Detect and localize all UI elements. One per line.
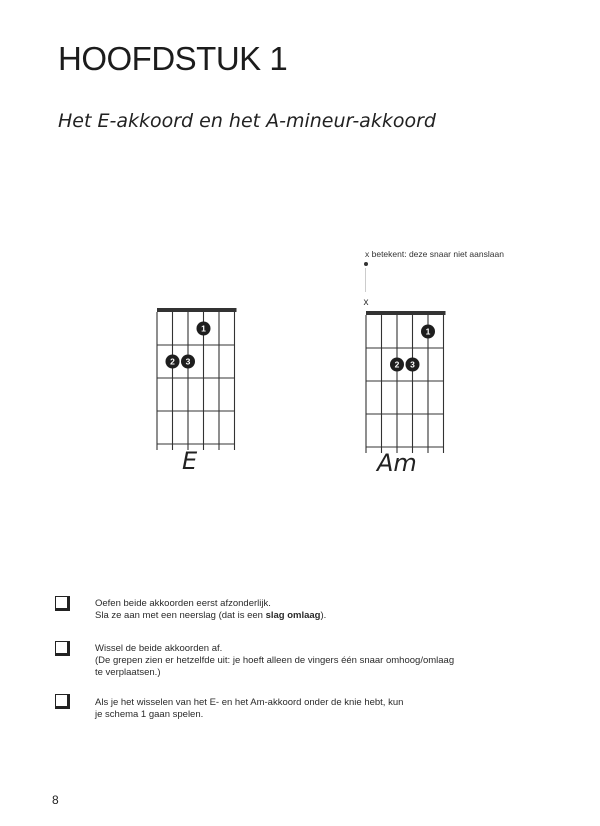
chord-diagram-am [364, 297, 446, 453]
instruction-1-line-1: Oefen beide akkoorden eerst afzonderlijk. [95, 598, 271, 609]
nut [157, 308, 237, 312]
instruction-2 [95, 643, 454, 679]
instruction-1 [95, 598, 326, 622]
nut [366, 311, 446, 315]
instruction-3 [95, 697, 403, 721]
instruction-2-line-1: Wissel de beide akkoorden af. [95, 643, 223, 654]
chapter-subtitle: Het E-akkoord en het A-mineur-akkoord [58, 110, 436, 132]
checkbox-instruction-3[interactable] [55, 694, 70, 709]
finger-dot-3 [406, 358, 420, 372]
finger-number: 1 [201, 323, 206, 334]
finger-number: 3 [410, 359, 415, 370]
finger-number: 2 [170, 356, 175, 367]
instruction-3-line-2: je schema 1 gaan spelen. [95, 709, 204, 720]
finger-dot-2 [390, 358, 404, 372]
checkbox-instruction-2[interactable] [55, 641, 70, 656]
checkbox-instruction-1[interactable] [55, 596, 70, 611]
finger-dot-3 [181, 355, 195, 369]
instruction-1-line-2 [95, 610, 326, 622]
instruction-1-text: Sla ze aan met een neerslag (dat is een [95, 610, 266, 621]
finger-number: 3 [185, 356, 191, 367]
finger-dot-1 [421, 325, 435, 339]
chapter-title: HOOFDSTUK 1 [58, 40, 288, 77]
finger-dot-1 [197, 322, 211, 336]
chord-diagram-e [157, 308, 237, 450]
finger-dot-2 [166, 355, 180, 369]
mute-legend-text: x betekent: deze snaar niet aanslaan [365, 249, 504, 259]
finger-number: 2 [394, 359, 400, 370]
chord-name-am: Am [377, 449, 417, 477]
instruction-1-text-end: ). [320, 610, 327, 621]
instruction-1-bold-term: slag omlaag [265, 610, 321, 621]
chord-name-e: E [182, 447, 198, 475]
finger-number: 1 [425, 326, 431, 337]
instruction-2-line-3: te verplaatsen.) [95, 667, 161, 678]
page-number: 8 [52, 793, 59, 807]
instruction-2-line-2: (De grepen zien er hetzelfde uit: je hoeft alleen de vingers één snaar omhoog/omlaag [95, 655, 455, 666]
instruction-3-line-1: Als je het wisselen van het E- en het Am-akkoord onder de knie hebt, kun [95, 697, 404, 708]
muted-string-marker: x [363, 297, 369, 308]
